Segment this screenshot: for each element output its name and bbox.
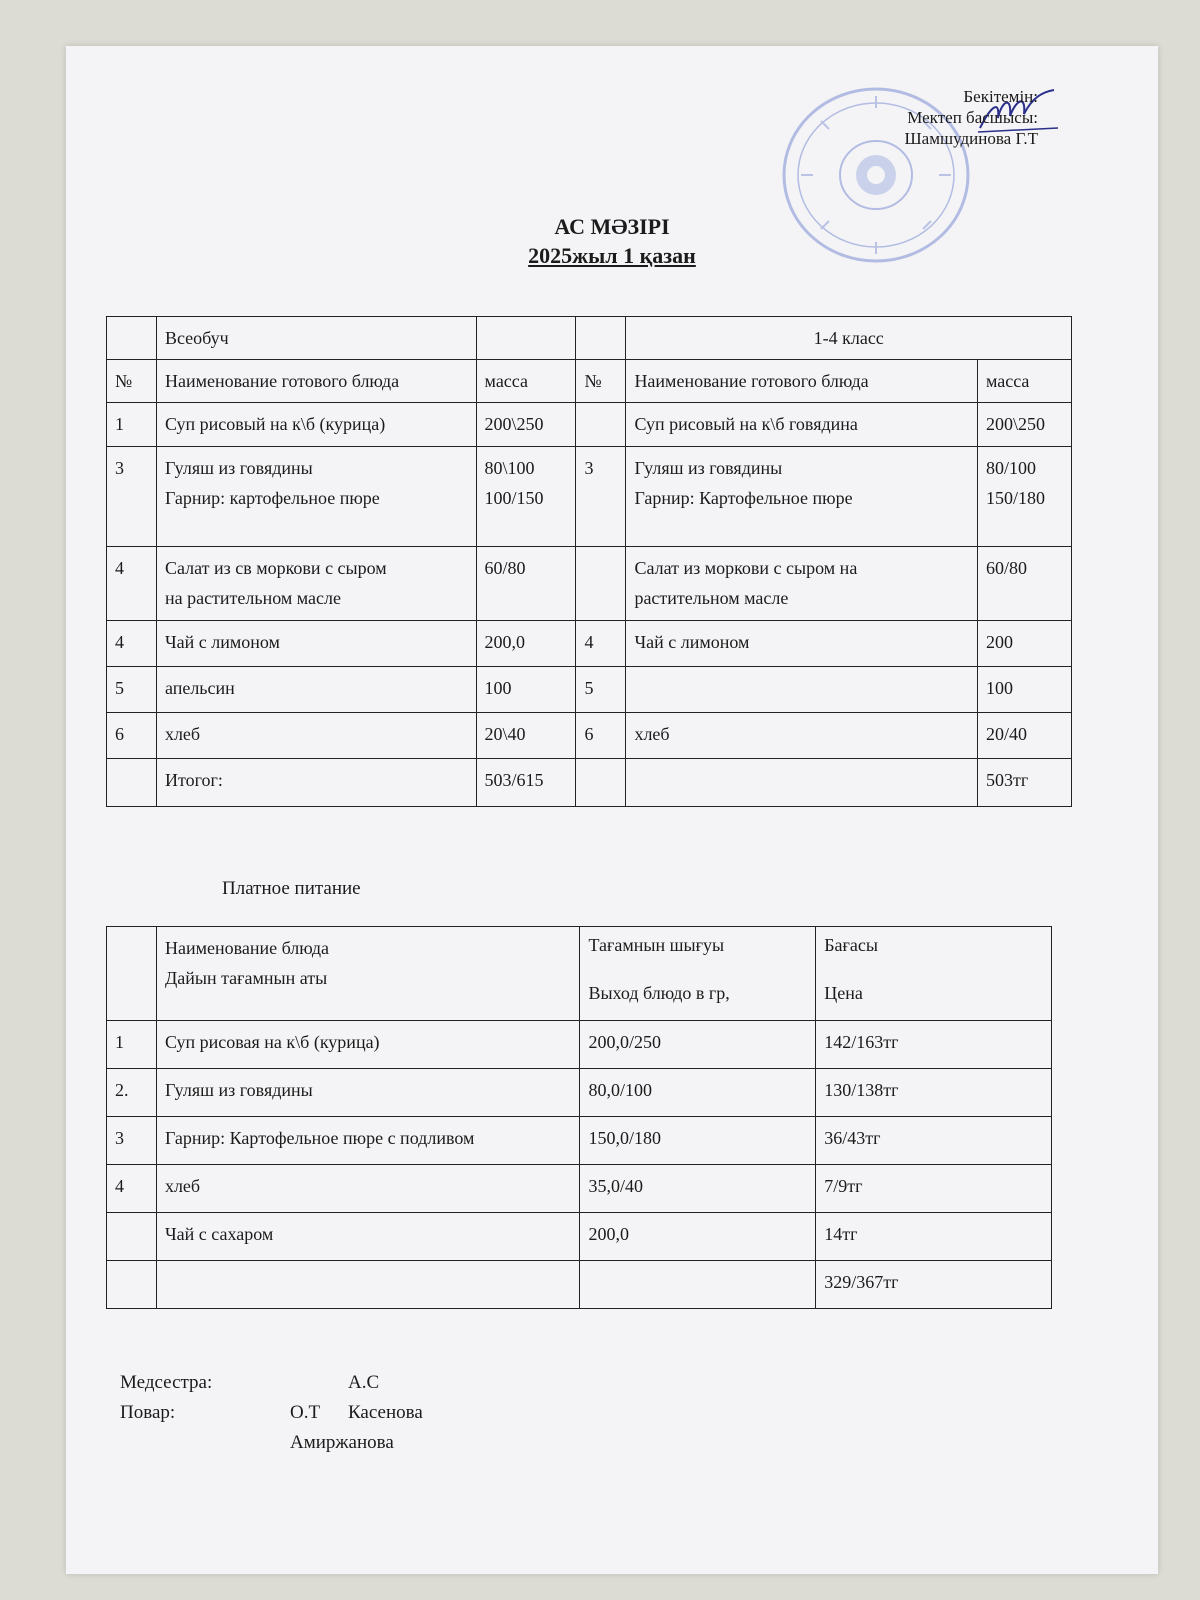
table-cell: [156, 1261, 580, 1309]
approval-position: Мектеп басшысы:: [907, 108, 1038, 127]
table-cell: 200,0/250: [580, 1021, 816, 1069]
menu-date: 2025жыл 1 қазан: [528, 243, 696, 268]
page-title: АС МӘЗІРІ: [554, 214, 670, 239]
table-cell: 60/80: [977, 547, 1071, 621]
table-cell: 4: [107, 621, 157, 667]
table-row: [107, 1021, 1052, 1069]
table-cell: [576, 759, 626, 807]
nurse-name: А.С Касенова: [348, 1372, 423, 1423]
signatories: [120, 1368, 423, 1453]
column-header-dish-name: Наименование блюда Дайын тағамнын аты: [156, 927, 580, 1021]
table-cell: хлеб: [626, 713, 978, 759]
table-cell: 200\250: [476, 403, 576, 447]
empty-cell: [576, 317, 626, 360]
table-row: [107, 1213, 1052, 1261]
table-cell: 5: [107, 667, 157, 713]
table-header-row: [107, 360, 1072, 403]
table-cell: 5: [576, 667, 626, 713]
table-row: [107, 1261, 1052, 1309]
table-row: [107, 1165, 1052, 1213]
table-cell: [626, 667, 978, 713]
table-cell: Гуляш из говядины Гарнир: картофельное пюре: [156, 447, 476, 547]
table-cell: Гуляш из говядины Гарнир: Картофельное пюре: [626, 447, 978, 547]
table-cell: 6: [576, 713, 626, 759]
table-cell: 329/367тг: [816, 1261, 1052, 1309]
table-cell: 80\100 100/150: [476, 447, 576, 547]
free-meal-menu-table: [106, 316, 1072, 807]
table-cell: 4: [576, 621, 626, 667]
table-cell: 2.: [107, 1069, 157, 1117]
table-cell: 200,0: [580, 1213, 816, 1261]
column-header: Наименование готового блюда: [156, 360, 476, 403]
approval-title: Бекітемін:: [963, 87, 1038, 106]
table-cell: 60/80: [476, 547, 576, 621]
nurse-label: Медсестра:: [120, 1372, 213, 1393]
empty-cell: [107, 927, 157, 1021]
table-cell: апельсин: [156, 667, 476, 713]
column-header: №: [576, 360, 626, 403]
table-cell: 20/40: [977, 713, 1071, 759]
group-label-all-students: Всеобуч: [156, 317, 476, 360]
table-cell: хлеб: [156, 713, 476, 759]
table-header-row: [107, 927, 1052, 1021]
table-row: [107, 621, 1072, 667]
table-cell: 130/138тг: [816, 1069, 1052, 1117]
table-row: [107, 403, 1072, 447]
table-cell: 4: [107, 547, 157, 621]
table-cell: 14тг: [816, 1213, 1052, 1261]
cook-label: Повар:: [120, 1402, 176, 1423]
table-cell: Итогог:: [156, 759, 476, 807]
table-cell: 80,0/100: [580, 1069, 816, 1117]
column-header: Наименование готового блюда: [626, 360, 978, 403]
table-group-row: [107, 317, 1072, 360]
table-cell: [107, 759, 157, 807]
table-cell: 503тг: [977, 759, 1071, 807]
column-header-output: Тағамнын шығуы Выход блюдо в гр,: [580, 927, 816, 1021]
table-cell: 142/163тг: [816, 1021, 1052, 1069]
table-cell: [107, 1213, 157, 1261]
group-label-grades-1-4: 1-4 класс: [626, 317, 1072, 360]
cook-row: [120, 1398, 394, 1453]
table-cell: 7/9тг: [816, 1165, 1052, 1213]
approval-block: [905, 86, 1038, 149]
table-cell: 150,0/180: [580, 1117, 816, 1165]
table-row: [107, 667, 1072, 713]
paid-meal-section-label: Платное питание: [222, 878, 361, 899]
document-page: [66, 46, 1158, 1574]
table-cell: Суп рисовый на к\б говядина: [626, 403, 978, 447]
table-row: [107, 547, 1072, 621]
table-cell: Чай с лимоном: [626, 621, 978, 667]
table-row: [107, 447, 1072, 547]
table-cell: 200: [977, 621, 1071, 667]
table-cell: Суп рисовый на к\б (курица): [156, 403, 476, 447]
approval-name: Шамшудинова Г.Т: [904, 129, 1038, 148]
paid-meal-menu-table: [106, 926, 1052, 1309]
table-cell: Гуляш из говядины: [156, 1069, 580, 1117]
table-cell: 1: [107, 403, 157, 447]
column-header: №: [107, 360, 157, 403]
table-cell: 200,0: [476, 621, 576, 667]
table-cell: [626, 759, 978, 807]
cook-name: О.Т Амиржанова: [290, 1402, 394, 1453]
column-header: масса: [476, 360, 576, 403]
table-cell: 503/615: [476, 759, 576, 807]
empty-cell: [476, 317, 576, 360]
table-cell: 3: [576, 447, 626, 547]
table-cell: 100: [476, 667, 576, 713]
table-cell: [576, 547, 626, 621]
table-cell: 200\250: [977, 403, 1071, 447]
table-cell: Гарнир: Картофельное пюре с подливом: [156, 1117, 580, 1165]
table-row: [107, 1069, 1052, 1117]
table-cell: 3: [107, 447, 157, 547]
table-cell: 36/43тг: [816, 1117, 1052, 1165]
table-cell: Салат из моркови с сыром на растительном масле: [626, 547, 978, 621]
table-row: [107, 1117, 1052, 1165]
table-cell: Салат из св моркови с сыром на растительном масле: [156, 547, 476, 621]
table-cell: 35,0/40: [580, 1165, 816, 1213]
table-cell: 6: [107, 713, 157, 759]
table-cell: 1: [107, 1021, 157, 1069]
document-title: [66, 212, 1158, 270]
table-cell: [107, 1261, 157, 1309]
column-header: масса: [977, 360, 1071, 403]
table-cell: 4: [107, 1165, 157, 1213]
column-header-price: Бағасы Цена: [816, 927, 1052, 1021]
table-cell: Чай с сахаром: [156, 1213, 580, 1261]
table-row: [107, 713, 1072, 759]
table-cell: 20\40: [476, 713, 576, 759]
table-cell: 100: [977, 667, 1071, 713]
empty-cell: [107, 317, 157, 360]
table-cell: [580, 1261, 816, 1309]
table-cell: [576, 403, 626, 447]
table-cell: Суп рисовая на к\б (курица): [156, 1021, 580, 1069]
table-cell: 3: [107, 1117, 157, 1165]
table-cell: 80/100 150/180: [977, 447, 1071, 547]
table-cell: хлеб: [156, 1165, 580, 1213]
table-cell: Чай с лимоном: [156, 621, 476, 667]
table-row: [107, 759, 1072, 807]
